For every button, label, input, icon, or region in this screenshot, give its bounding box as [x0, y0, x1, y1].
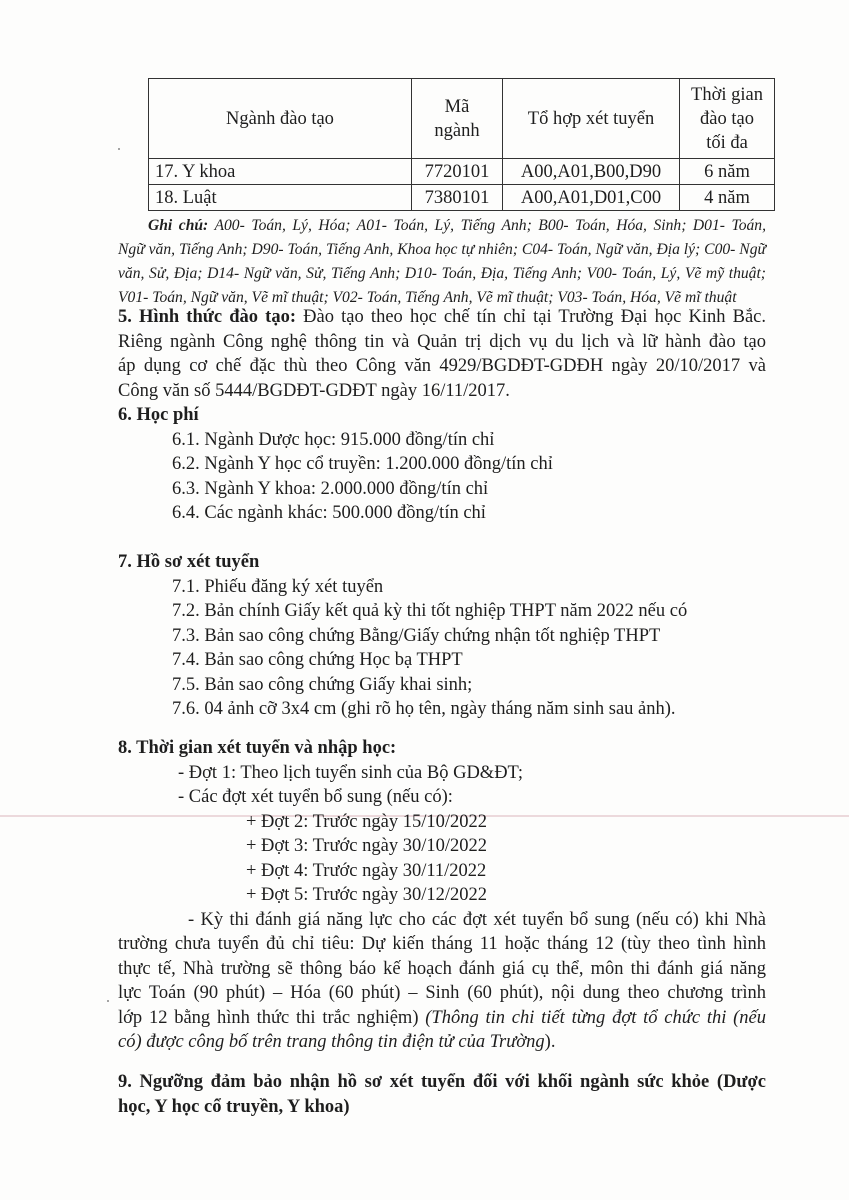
section-5 [118, 305, 766, 403]
tuition-item: 6.4. Các ngành khác: 500.000 đồng/tín chỉ [172, 503, 486, 523]
section-6-title: 6. Học phí [118, 405, 199, 425]
header-thoi-gian-line3: tối đa [706, 132, 748, 153]
cell-ma: 7380101 [412, 185, 503, 211]
document-item: 7.4. Bản sao công chứng Học bạ THPT [172, 650, 463, 670]
document-item: 7.5. Bản sao công chứng Giấy khai sinh; [172, 674, 473, 695]
section-5-line: áp dụng cơ chế đặc thù theo Công văn 4929/BGDĐT-GDĐH ngày 20/10/2017 và [118, 356, 766, 376]
cell-thoi-gian: 6 năm [680, 159, 775, 185]
cell-nganh: 17. Y khoa [149, 159, 412, 185]
section-8-title: 8. Thời gian xét tuyển và nhập học: [118, 738, 397, 758]
document-item: 7.2. Bản chính Giấy kết quả kỳ thi tốt nghiệp THPT năm 2022 nếu có [172, 601, 688, 621]
exam-line: - Kỳ thi đánh giá năng lực cho các đợt xét tuyển bổ sung (nếu có) khi Nhà [188, 909, 766, 930]
scan-speck [107, 1000, 109, 1002]
exam-italic-note: có) được công bố trên trang thông tin điện tử của Trường [118, 1032, 545, 1052]
supplement-round: + Đợt 2: Trước ngày 15/10/2022 [246, 811, 487, 832]
section-5-title: 5. Hình thức đào tạo: [118, 307, 297, 327]
exam-line [118, 1030, 766, 1055]
tuition-item: 6.1. Ngành Dược học: 915.000 đồng/tín chỉ [172, 429, 495, 450]
exam-italic-note: (Thông tin chi tiết từng đợt tổ chức thi (nếu [425, 1007, 766, 1028]
note-line: Ngữ văn, Tiếng Anh; D90- Toán, Tiếng Anh, Khoa học tự nhiên; C04- Toán, Ngữ văn, Địa lý; C00- Ngữ [118, 241, 766, 258]
note-line: V01- Toán, Ngữ văn, Vẽ mĩ thuật; V02- Toán, Tiếng Anh, Vẽ mĩ thuật; V03- Toán, Hóa, Vẽ mĩ thuật [118, 289, 737, 306]
document-item: 7.1. Phiếu đăng ký xét tuyển [172, 576, 384, 597]
section-5-line: Riêng ngành Công nghệ thông tin và Quản trị dịch vụ du lịch và lữ hành đào tạo [118, 331, 766, 352]
exam-text: lớp 12 bằng hình thức thi trắc nghiệm) [118, 1007, 426, 1028]
supplement-label: - Các đợt xét tuyển bổ sung (nếu có): [178, 787, 453, 807]
cell-to-hop: A00,A01,B00,D90 [503, 159, 680, 185]
cell-nganh: 18. Luật [149, 185, 412, 211]
cell-ma: 7720101 [412, 159, 503, 185]
exam-end: ). [544, 1032, 556, 1052]
note-line [118, 214, 766, 238]
admission-table [148, 78, 775, 211]
note-line: văn, Sử, Địa; D14- Ngữ văn, Sử, Tiếng Anh; D10- Toán, Địa, Tiếng Anh; V00- Toán, Lý, Vẽ mỹ thuật; [118, 265, 766, 282]
tuition-item: 6.2. Ngành Y học cổ truyền: 1.200.000 đồng/tín chỉ [172, 454, 553, 474]
section-9-title-line: 9. Ngưỡng đảm bảo nhận hồ sơ xét tuyển đối với khối ngành sức khỏe (Dược [118, 1072, 766, 1092]
section-7-title: 7. Hồ sơ xét tuyển [118, 552, 260, 572]
note-text: A00- Toán, Lý, Hóa; A01- Toán, Lý, Tiếng Anh; B00- Toán, Hóa, Sinh; D01- Toán, [208, 217, 767, 234]
supplement-round: + Đợt 5: Trước ngày 30/12/2022 [246, 885, 487, 905]
exam-line: thực tế, Nhà trường sẽ thông báo kế hoạch đánh giá cụ thể, môn thi đánh giá năng [118, 958, 766, 979]
table-header-row [149, 79, 775, 159]
section-7 [118, 550, 766, 722]
section-5-line: Công văn số 5444/BGDĐT-GDĐT ngày 16/11/2017. [118, 380, 510, 401]
section-9-title-line: học, Y học cổ truyền, Y khoa) [118, 1096, 350, 1117]
document-item: 7.3. Bản sao công chứng Bằng/Giấy chứng nhận tốt nghiệp THPT [172, 625, 661, 646]
header-thoi-gian-line1: Thời gian [691, 84, 763, 105]
note-block [118, 214, 766, 310]
section-6 [118, 403, 766, 526]
header-ma-nganh [412, 79, 503, 159]
header-to-hop: Tổ hợp xét tuyển [503, 79, 680, 159]
section-5-text: Đào tạo theo học chế tín chỉ tại Trường Đại học Kinh Bắc. [296, 307, 767, 327]
section-5-line [118, 305, 766, 330]
supplement-round: + Đợt 4: Trước ngày 30/11/2022 [246, 860, 487, 881]
document-item: 7.6. 04 ảnh cỡ 3x4 cm (ghi rõ họ tên, ngày tháng năm sinh sau ảnh). [172, 699, 676, 719]
round-1: - Đợt 1: Theo lịch tuyển sinh của Bộ GD&ĐT; [178, 762, 523, 783]
section-8 [118, 736, 766, 1055]
header-ma-line: Mã [444, 96, 470, 117]
exam-line: lực Toán (90 phút) – Hóa (60 phút) – Sinh (60 phút), nội dung theo chương trình [118, 983, 766, 1003]
table-row [149, 185, 775, 211]
exam-line [118, 1006, 766, 1031]
note-label: Ghi chú: [148, 217, 209, 234]
header-thoi-gian [680, 79, 775, 159]
scan-speck [118, 148, 120, 150]
header-nganh-dao-tao: Ngành đào tạo [149, 79, 412, 159]
supplement-round: + Đợt 3: Trước ngày 30/10/2022 [246, 836, 487, 856]
exam-line: trường chưa tuyển đủ chỉ tiêu: Dự kiến tháng 11 hoặc tháng 12 (tùy theo tình hình [118, 934, 766, 954]
cell-to-hop: A00,A01,D01,C00 [503, 185, 680, 211]
table-row [149, 159, 775, 185]
header-thoi-gian-line2: đào tạo [700, 108, 754, 129]
tuition-item: 6.3. Ngành Y khoa: 2.000.000 đồng/tín chỉ [172, 478, 489, 499]
section-9 [118, 1070, 766, 1119]
cell-thoi-gian: 4 năm [680, 185, 775, 211]
header-nganh-line: ngành [434, 120, 480, 141]
